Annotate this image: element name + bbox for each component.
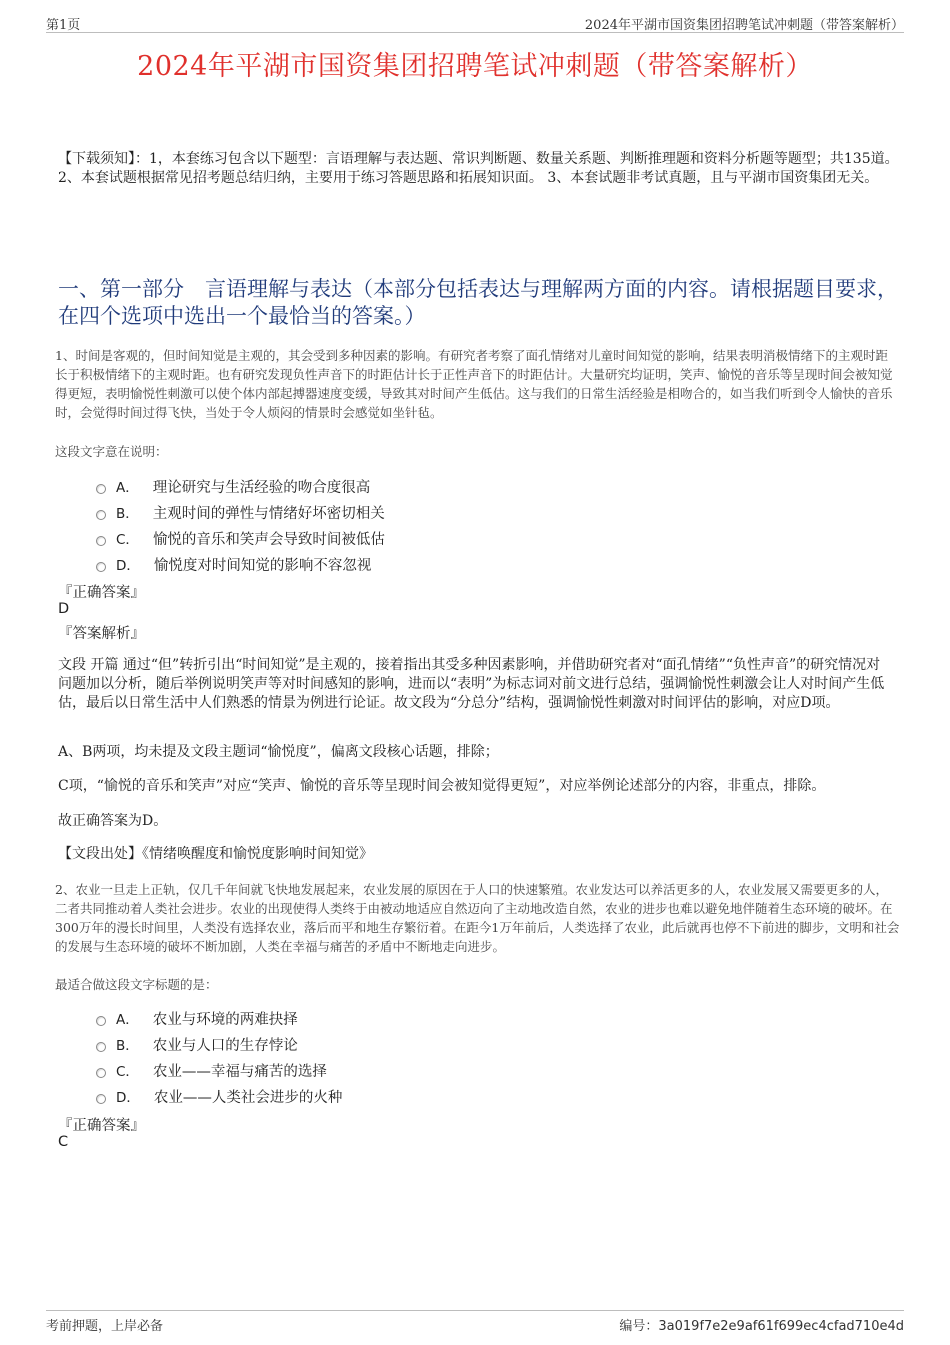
- option-a[interactable]: [96, 1005, 342, 1031]
- radio-icon[interactable]: [96, 536, 106, 546]
- option-letter: C．: [116, 1064, 139, 1080]
- option-letter: C．: [116, 532, 139, 548]
- option-text: 农业——人类社会进步的火种: [153, 1089, 343, 1106]
- option-text: 农业——幸福与痛苦的选择: [152, 1063, 327, 1080]
- analysis-paragraph-2: A、B两项，均未提及文段主题词“愉悦度”，偏离文段核心话题，排除；: [58, 744, 499, 760]
- option-text: 主观时间的弹性与情绪好坏密切相关: [152, 505, 385, 522]
- option-d[interactable]: [96, 551, 385, 577]
- option-letter: B．: [116, 506, 139, 522]
- option-c[interactable]: [96, 1057, 342, 1083]
- question-2-prompt: 最适合做这段文字标题的是：: [55, 977, 218, 992]
- option-letter: A．: [116, 1012, 139, 1028]
- radio-icon[interactable]: [96, 510, 106, 520]
- option-d[interactable]: [96, 1083, 342, 1109]
- answer-label: 『正确答案』: [58, 585, 145, 601]
- footer-slogan: 考前押题，上岸必备: [46, 1319, 164, 1334]
- download-notice: 【下载须知】：1，本套练习包含以下题型：言语理解与表达题、常识判断题、数量关系题、判断推理题和资料分析题等题型；共135道。 2、本套试题根据常见招考题总结归纳，主要用于练习答题思路和拓展知识面。 3、本套试题非考试真题，且与平湖市国资集团无关。: [58, 151, 899, 186]
- analysis-paragraph-3: C项，“愉悦的音乐和笑声”对应“笑声、愉悦的音乐等呈现时间会被知觉得更短”，对应举例论述部分的内容，非重点，排除。: [58, 778, 826, 794]
- option-text: 农业与人口的生存悖论: [152, 1037, 298, 1054]
- option-text: 农业与环境的两难抉择: [152, 1011, 298, 1028]
- question-1-prompt: 这段文字意在说明：: [55, 444, 168, 459]
- option-text: 愉悦度对时间知觉的影响不容忽视: [153, 557, 372, 574]
- option-letter: D．: [116, 558, 140, 574]
- page-title: 2024年平湖市国资集团招聘笔试冲刺题（带答案解析）: [137, 51, 813, 82]
- option-b[interactable]: [96, 499, 385, 525]
- option-b[interactable]: [96, 1031, 342, 1057]
- option-c[interactable]: [96, 525, 385, 551]
- radio-icon[interactable]: [96, 1094, 106, 1104]
- page-footer: [46, 1310, 904, 1333]
- option-letter: A．: [116, 480, 139, 496]
- radio-icon[interactable]: [96, 1016, 106, 1026]
- document-id: 编号：3a019f7e2e9af61f699ec4cfad710e4d: [619, 1319, 904, 1334]
- question-2-text: 2、农业一旦走上正轨，仅几千年间就飞快地发展起来，农业发展的原因在于人口的快速繁殖。农业发达可以养活更多的人，农业发展又需要更多的人，二者共同推动着人类社会进步。农业的出现使得人类终于由被动地适应自然迈向了主动地改造自然，农业的进步也难以避免地伴随着生态环境的破坏。在300万年的漫长时间里，人类没有选择农业，落后而平和地生存繁衍着。在距今1万年前后，人类选择了农业，此后就再也停不下前进的脚步，文明和社会的发展与生态环境的破坏不断加剧，人类在幸福与痛苦的矛盾中不断地走向进步。: [55, 882, 900, 954]
- radio-icon[interactable]: [96, 1068, 106, 1078]
- question-2-options: [96, 1005, 342, 1109]
- question-1-options: [96, 473, 385, 577]
- option-letter: B．: [116, 1038, 139, 1054]
- option-text: 愉悦的音乐和笑声会导致时间被低估: [152, 531, 385, 548]
- answer-label: 『正确答案』: [58, 1118, 145, 1134]
- radio-icon[interactable]: [96, 484, 106, 494]
- question-1-text: 1、时间是客观的，但时间知觉是主观的，其会受到多种因素的影响。有研究者考察了面孔情绪对儿童时间知觉的影响，结果表明消极情绪下的主观时距长于积极情绪下的主观时距。也有研究发现负性声音下的时距估计长于正性声音下的时距估计。大量研究均证明，笑声、愉悦的音乐等呈现时间会被知觉得更短，表明愉悦性刺激可以使个体内部起搏器速度变缓，导致其对时间产生低估。这与我们的日常生活经验是相吻合的，如当我们听到令人愉快的音乐时，会觉得时间过得飞快，当处于令人烦闷的情景时会感觉如坐针毡。: [55, 348, 893, 420]
- analysis-conclusion: 故正确答案为D。: [58, 813, 168, 829]
- analysis-paragraph-1: 文段 开篇 通过“但”转折引出“时间知觉”是主观的，接着指出其受多种因素影响，并借助研究者对“面孔情绪”“负性声音”的研究情况对问题加以分析，随后举例说明笑声等对时间感知的影响，进而以“表明”为标志词对前文进行总结，强调愉悦性刺激会让人对时间产生低估，最后以日常生活中人们熟悉的情景为例进行论证。故文段为“分总分”结构，强调愉悦性刺激对时间评估的影响，对应D项。: [58, 657, 885, 711]
- radio-icon[interactable]: [96, 1042, 106, 1052]
- radio-icon[interactable]: [96, 562, 106, 572]
- analysis-label: 『答案解析』: [58, 626, 145, 642]
- option-text: 理论研究与生活经验的吻合度很高: [152, 479, 371, 496]
- page-number: 第1页: [46, 18, 81, 33]
- page-header: [46, 12, 904, 33]
- source-citation: 【文段出处】《情绪唤醒度和愉悦度影响时间知觉》: [58, 846, 373, 862]
- option-a[interactable]: [96, 473, 385, 499]
- answer-value: C: [58, 1134, 69, 1150]
- section-heading: 一、第一部分 言语理解与表达（本部分包括表达与理解两方面的内容。请根据题目要求，在四个选项中选出一个最恰当的答案。）: [58, 277, 898, 328]
- header-doc-title: 2024年平湖市国资集团招聘笔试冲刺题（带答案解析）: [584, 18, 904, 33]
- option-letter: D．: [116, 1090, 140, 1106]
- answer-value: D: [58, 601, 70, 617]
